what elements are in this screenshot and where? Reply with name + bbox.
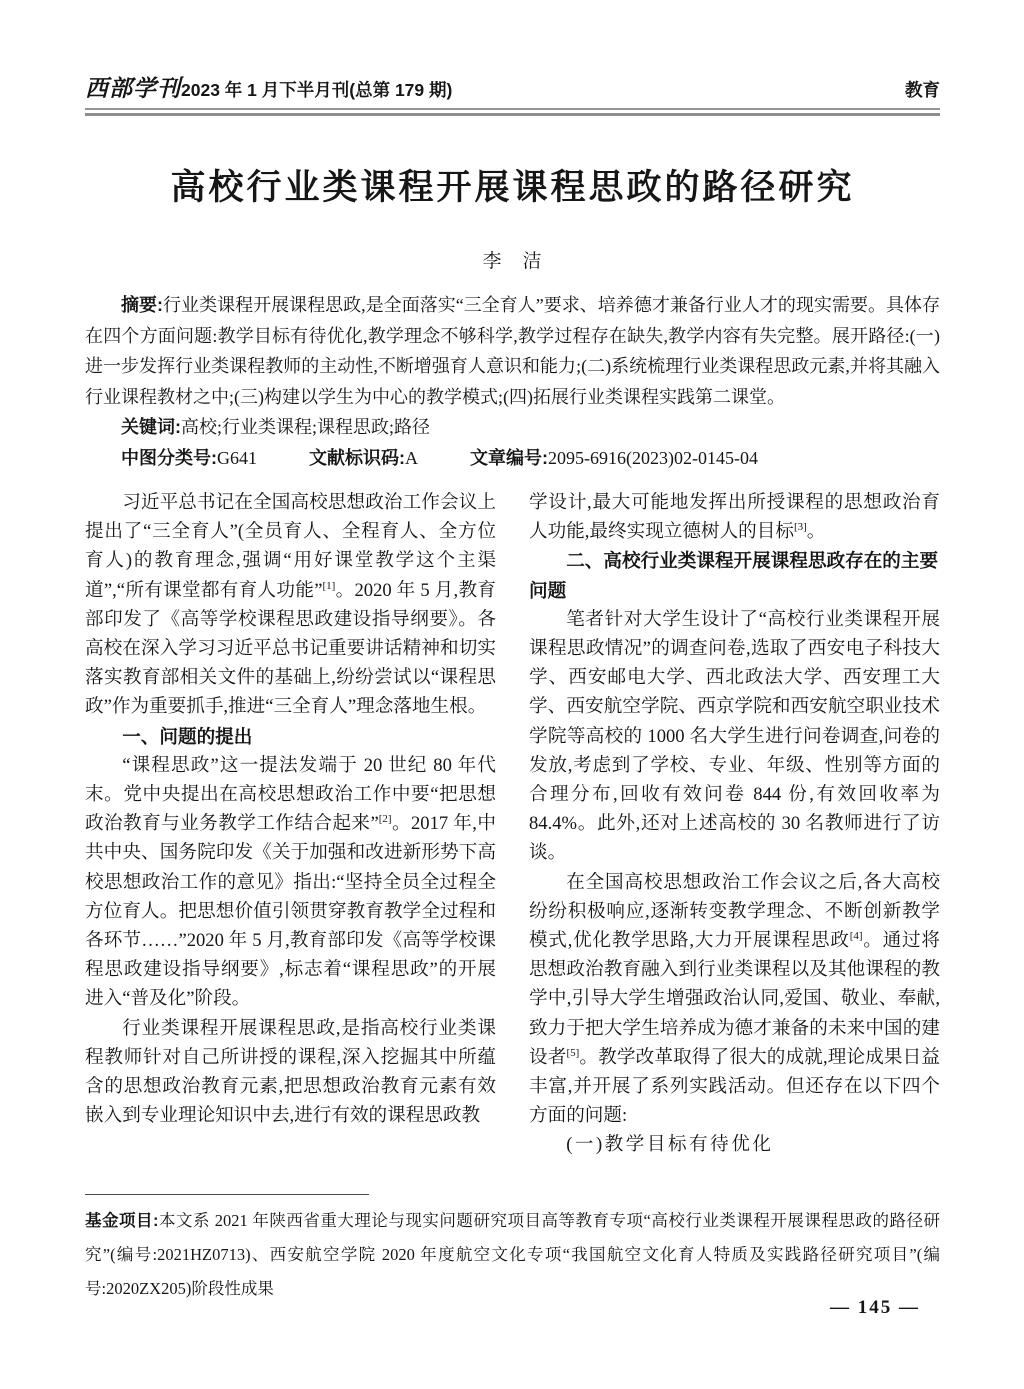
funding-footnote xyxy=(85,1194,940,1306)
classification-line xyxy=(85,443,940,474)
section-heading-1: 一、问题的提出 xyxy=(122,725,253,747)
abstract-label: 摘要: xyxy=(121,295,164,315)
page-number: — 145 — xyxy=(830,1297,920,1318)
keywords-paragraph xyxy=(85,412,940,443)
header-divider xyxy=(85,108,940,116)
keywords-text: 高校;行业类课程;课程思政;路径 xyxy=(181,417,431,437)
section-heading-2: 二、高校行业类课程开展课程思政存在的主要问题 xyxy=(529,550,939,601)
right-column xyxy=(529,488,940,1160)
abstract-text: 行业类课程开展课程思政,是全面落实“三全育人”要求、培养德才兼备行业人才的现实需要。具体存在四个方面问题:教学目标有待优化,教学理念不够科学,教学过程存在缺失,教学内容有失完整。展开路径:(一)进一步发挥行业类课程教师的主动性,不断增强育人意识和能力;(二)系统梳理行业类课程思政元素,并将其融入行业课程教材之中;(三)构建以学生为中心的教学模式;(四)拓展行业类课程实践第二课堂。 xyxy=(85,295,940,407)
page-header xyxy=(85,0,940,103)
doc-code-value: A xyxy=(405,447,418,468)
body-paragraph-5: 在全国高校思想政治工作会议之后,各大高校纷纷积极响应,逐渐转变教学理念、不断创新教学模式,优化教学思路,大力开展课程思政[4]。通过将思想政治教育融入到行业类课程以及其他课程的教学中,引导大学生增强政治认同,爱国、敬业、奉献,致力于把大学生培养成为德才兼备的未来中国的建设者[5]。教学改革取得了很大的成就,理论成果日益丰富,并开展了系列实践活动。但还存在以下四个方面的问题: xyxy=(529,871,940,1127)
journal-issue-info: 2023 年 1 月下半月刊(总第 179 期) xyxy=(181,80,453,100)
keywords-label: 关键词: xyxy=(121,417,181,437)
header-left xyxy=(85,70,452,103)
front-matter xyxy=(85,290,940,473)
body-paragraph-3-right: 学设计,最大可能地发挥出所授课程的思想政治育人功能,最终实现立德树人的目标[3]。 xyxy=(529,492,940,543)
left-column xyxy=(85,488,496,1160)
footnote-divider xyxy=(85,1194,369,1195)
article-no-pair xyxy=(470,448,758,468)
funding-text xyxy=(85,1204,940,1306)
subsection-heading-1: (一)教学目标有待优化 xyxy=(566,1134,774,1156)
article-title: 高校行业类课程开展课程思政的路径研究 xyxy=(170,168,855,207)
doc-code-pair xyxy=(309,448,418,468)
clc-value: G641 xyxy=(217,447,257,468)
section-label: 教育 xyxy=(905,80,940,100)
clc-pair xyxy=(121,448,257,468)
body-paragraph-4: 笔者针对大学生设计了“高校行业类课程开展课程思政情况”的调查问卷,选取了西安电子科技大学、西安邮电大学、西北政法大学、西安理工大学、西安航空学院、西京学院和西安航空职业技术学院等高校的 1000 名大学生进行问卷调查,问卷的发放,考虑到了学校、专业、年级、性别等方面的合理分布,回收有效问卷 844 份,有效回收率为 84.4%。此外,还对上述高校的 30 名教师进行了访谈。 xyxy=(529,608,940,864)
article-no-value: 2095-6916(2023)02-0145-04 xyxy=(548,447,758,468)
funding-body: 本文系 2021 年陕西省重大理论与现实问题研究项目高等教育专项“高校行业类课程开展课程思政的路径研究”(编号:2021HZ0713)、西安航空学院 2020 年度航空文化专项“我国航空文化育人特质及实践路径研究项目”(编号:2020ZX205)阶段性成果 xyxy=(85,1211,940,1298)
body-paragraph-3-left: 行业类课程开展课程思政,是指高校行业类课程教师针对自己所讲授的课程,深入挖掘其中所蕴含的思想政治教育元素,把思想政治教育元素有效嵌入到专业理论知识中去,进行有效的课程思政教 xyxy=(85,1017,496,1127)
body-paragraph-1: 习近平总书记在全国高校思想政治工作会议上提出了“三全育人”(全员育人、全程育人、全方位育人)的教育理念,强调“用好课堂教学这个主渠道”,“所有课堂都有育人功能”[1]。2020 年 5 月,教育部印发了《高等学校课程思政建设指导纲要》。各高校在深入学习习近平总书记重要讲话精神和切实落实教育部相关文件的基础上,纷纷尝试以“课程思政”作为重要抓手,推进“三全育人”理念落地生根。 xyxy=(85,492,496,718)
abstract-paragraph xyxy=(85,290,940,412)
doc-code-label: 文献标识码: xyxy=(309,447,405,468)
article-no-label: 文章编号: xyxy=(470,447,548,468)
body-paragraph-2: “课程思政”这一提法发端于 20 世纪 80 年代末。党中央提出在高校思想政治工作中要“把思想政治教育与业务教学工作结合起来”[2]。2017 年,中共中央、国务院印发《关于加强和改进新形势下高校思想政治工作的意见》指出:“坚持全员全过程全方位育人。把思想价值引领贯穿教育教学全过程和各环节……”2020 年 5 月,教育部印发《高等学校课程思政建设指导纲要》,标志着“课程思政”的开展进入“普及化”阶段。 xyxy=(85,754,496,1010)
author-name: 李 洁 xyxy=(482,251,543,272)
clc-label: 中图分类号: xyxy=(121,447,217,468)
journal-logo: 西部学刊 xyxy=(85,76,181,101)
article-body xyxy=(85,488,940,1160)
funding-label: 基金项目: xyxy=(85,1212,159,1230)
